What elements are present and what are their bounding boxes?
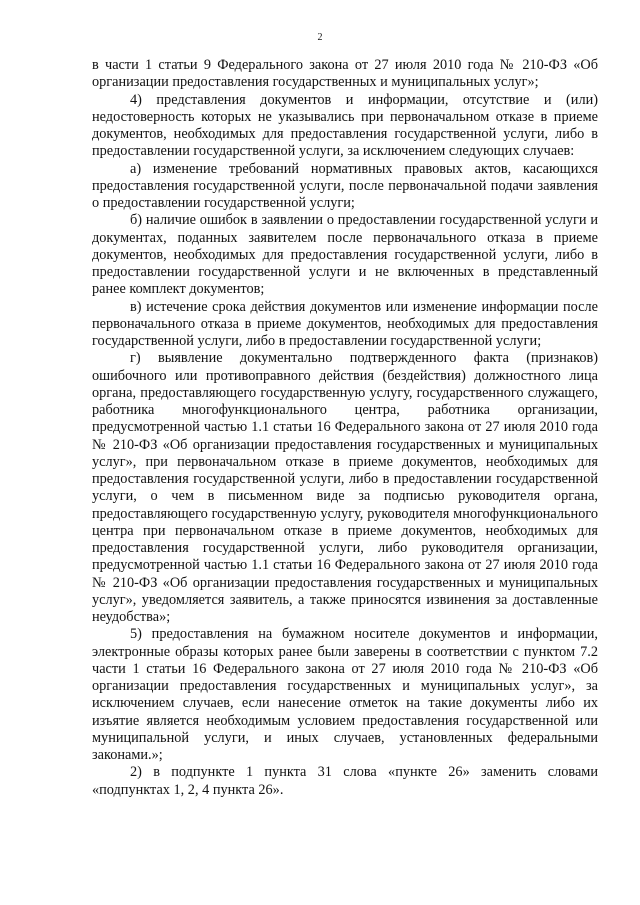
paragraph-subitem-a: а) изменение требований нормативных правовых актов, касающихся предоставления государственной услуги, после первоначальной подачи заявления о предоставлении государственной услуги; [92, 160, 598, 211]
paragraph-subitem-g: г) выявление документально подтвержденного факта (признаков) ошибочного или противоправного действия (бездействия) должностного лица органа, предоставляющего государственную услугу, государственного служащего, работника многофункционального центра, работника организации, предусмотренной частью 1.1 статьи 16 Федерального закона от 27 июля 2010 года № 210-ФЗ «Об организации предоставления государственных и муниципальных услуг», при первоначальном отказе в приеме документов, необходимых для предоставления государственной услуги, либо в предоставлении государственной услуги, о чем в письменном виде за подписью руководителя органа, предоставляющего государственную услугу, руководителя многофункционального центра при первоначальном отказе в приеме документов, необходимых для предоставления государственной услуги, либо руководителя организации, предусмотренной частью 1.1 статьи 16 Федерального закона от 27 июля 2010 года № 210-ФЗ «Об организации предоставления государственных и муниципальных услуг», уведомляется заявитель, а также приносятся извинения за доставленные неудобства»; [92, 350, 598, 625]
paragraph-subitem-b: б) наличие ошибок в заявлении о предоставлении государственной услуги и документах, поданных заявителем после первоначального отказа в приеме документов, необходимых для предоставления государственной услуги, либо в предоставлении государственной услуги и не включенных в представленный ранее комплект документов; [92, 212, 598, 298]
paragraph-item-5: 5) предоставления на бумажном носителе документов и информации, электронные образы которых ранее были заверены в соответствии с пунктом 7.2 части 1 статьи 16 Федерального закона от 27 июля 2010 года № 210-ФЗ «Об организации предоставления государственных и муниципальных услуг», за исключением случаев, если нанесение отметок на такие документы либо их изъятие является необходимым условием предоставления государственной или муниципальной услуги, и иных случаев, установленных федеральными законами.»; [92, 626, 598, 763]
paragraph-subitem-v: в) истечение срока действия документов или изменение информации после первоначального отказа в приеме документов, необходимых для предоставления государственной услуги, либо в предоставлении государственной услуги; [92, 298, 598, 349]
page-number: 2 [317, 32, 323, 43]
paragraph-continuation: в части 1 статьи 9 Федерального закона от 27 июля 2010 года № 210-ФЗ «Об организации предоставления государственных и муниципальных услуг»; [92, 57, 598, 91]
paragraph-item-4: 4) представления документов и информации, отсутствие и (или) недостоверность которых не указывались при первоначальном отказе в приеме документов, необходимых для предоставления государственной услуги, либо в предоставлении государственной услуги, за исключением следующих случаев: [92, 91, 598, 160]
document-body [92, 57, 598, 799]
paragraph-amendment-2: 2) в подпункте 1 пункта 31 слова «пункте 26» заменить словами «подпунктах 1, 2, 4 пункта 26». [92, 764, 598, 798]
